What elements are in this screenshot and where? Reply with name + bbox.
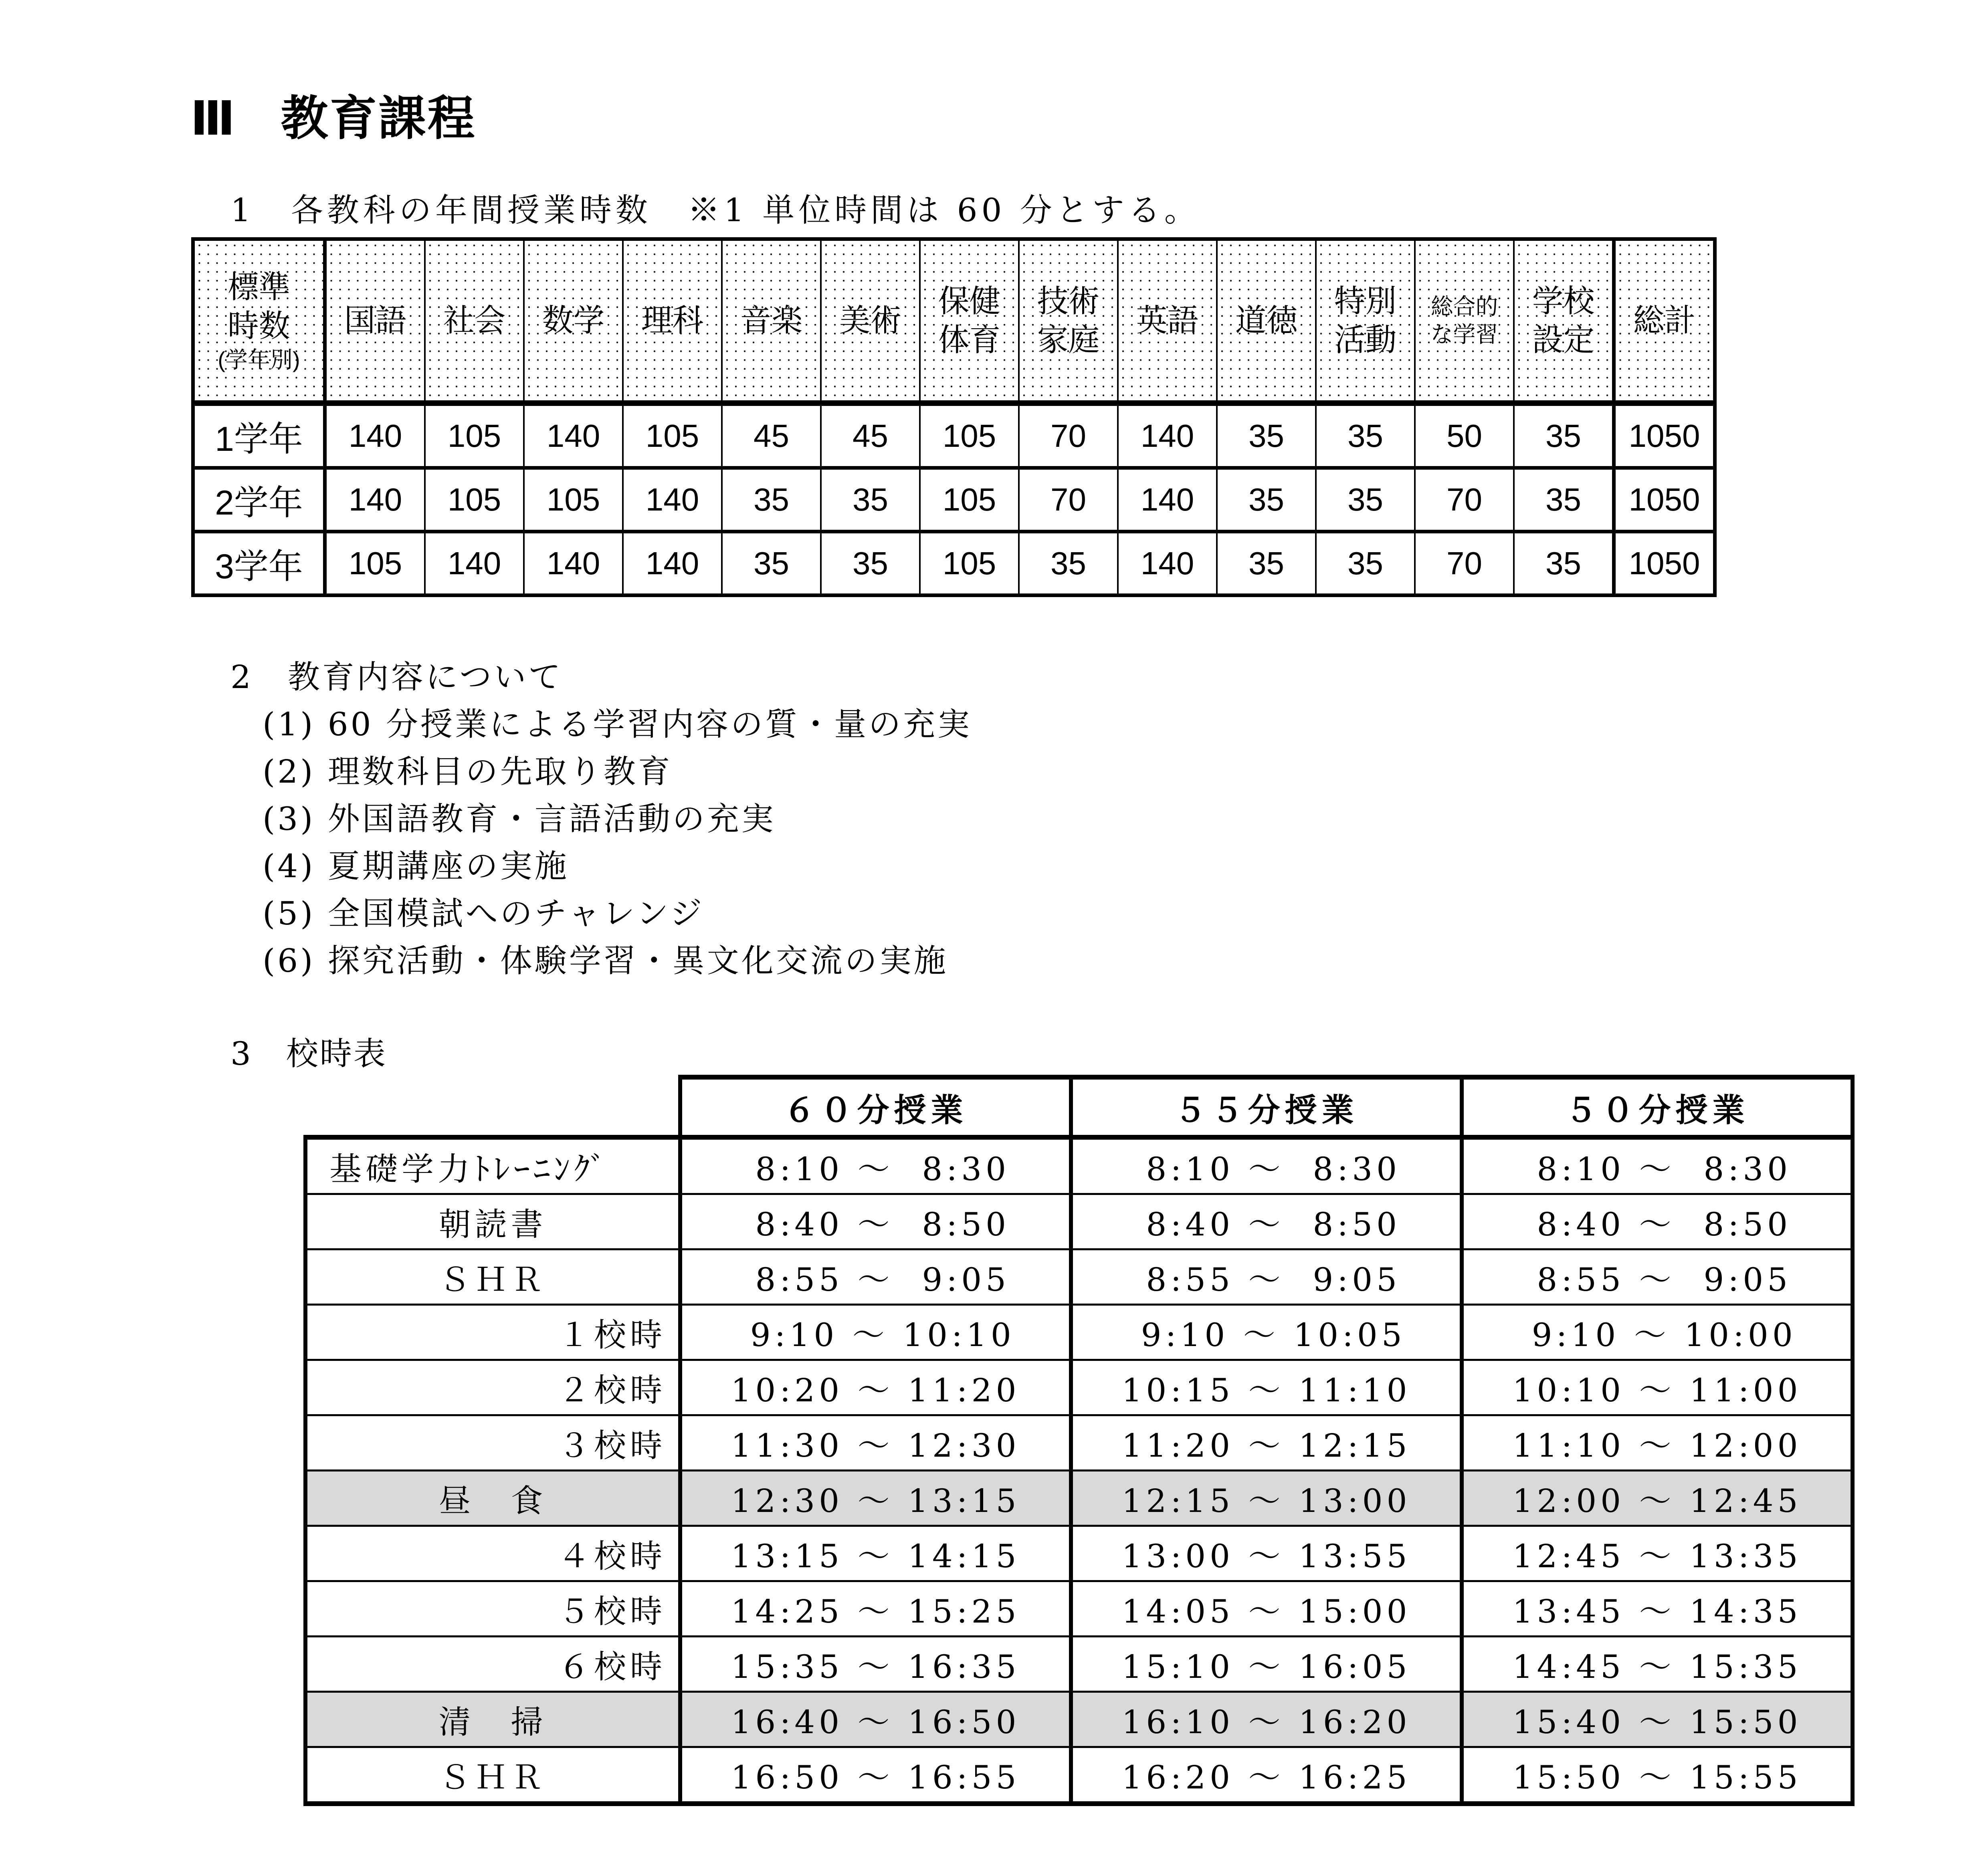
education-item: (2) 理数科目の先取り教育 xyxy=(263,753,673,790)
grade-row xyxy=(193,468,1715,532)
subject-header: 技術 家庭 xyxy=(1019,239,1118,404)
time-range: 16:50 ～ 16:55 xyxy=(680,1747,1071,1804)
time-range: 15:50 ～ 15:55 xyxy=(1462,1747,1853,1804)
time-range: 11:20 ～ 12:15 xyxy=(1071,1415,1462,1471)
time-range: 9:10 ～ 10:05 xyxy=(1071,1305,1462,1360)
hours-cell: 70 xyxy=(1415,532,1514,595)
period-label: ２校時 xyxy=(305,1360,680,1415)
section-title-text: 教育課程 xyxy=(281,91,477,146)
subject-header: 理科 xyxy=(623,239,722,404)
subject-header: 道徳 xyxy=(1217,239,1316,404)
subject-header: 保健 体育 xyxy=(920,239,1019,404)
hours-cell: 1050 xyxy=(1614,532,1715,595)
education-item: (6) 探究活動・体験学習・異文化交流の実施 xyxy=(263,942,948,979)
timetable-row xyxy=(305,1415,1853,1471)
time-range: 8:40 ～ 8:50 xyxy=(1462,1194,1853,1249)
hours-cell: 70 xyxy=(1019,403,1118,468)
hours-cell: 35 xyxy=(1316,532,1415,595)
hours-cell: 35 xyxy=(1217,468,1316,532)
time-range: 12:15 ～ 13:00 xyxy=(1071,1471,1462,1526)
timetable-row xyxy=(305,1526,1853,1581)
hours-cell: 105 xyxy=(325,532,425,595)
period-label: ４校時 xyxy=(305,1526,680,1581)
period-label: 清 掃 xyxy=(305,1692,680,1747)
time-range: 8:55 ～ 9:05 xyxy=(1462,1249,1853,1305)
timetable-corner xyxy=(305,1077,680,1137)
hours-cell: 105 xyxy=(425,468,524,532)
timetable-row xyxy=(305,1249,1853,1305)
hours-cell: 105 xyxy=(920,403,1019,468)
section-numeral: Ⅲ xyxy=(190,91,237,146)
time-range: 15:10 ～ 16:05 xyxy=(1071,1637,1462,1692)
time-range: 8:10 ～ 8:30 xyxy=(1071,1137,1462,1194)
subject-header: 特別 活動 xyxy=(1316,239,1415,404)
subject-header: 数学 xyxy=(524,239,623,404)
grade-row xyxy=(193,403,1715,468)
time-range: 8:10 ～ 8:30 xyxy=(680,1137,1071,1194)
timetable-row xyxy=(305,1692,1853,1747)
time-range: 10:15 ～ 11:10 xyxy=(1071,1360,1462,1415)
period-label: ５校時 xyxy=(305,1581,680,1637)
period-label: ＳＨＲ xyxy=(305,1249,680,1305)
hours-cell: 105 xyxy=(920,468,1019,532)
time-range: 9:10 ～ 10:10 xyxy=(680,1305,1071,1360)
period-label: 朝読書 xyxy=(305,1194,680,1249)
time-range: 12:00 ～ 12:45 xyxy=(1462,1471,1853,1526)
hours-cell: 50 xyxy=(1415,403,1514,468)
time-range: 11:10 ～ 12:00 xyxy=(1462,1415,1853,1471)
lesson-length-header: ６０分授業 xyxy=(680,1077,1071,1137)
section3-heading: 3 校時表 xyxy=(230,1035,387,1072)
time-range: 10:10 ～ 11:00 xyxy=(1462,1360,1853,1415)
hours-cell: 70 xyxy=(1019,468,1118,532)
hours-cell: 140 xyxy=(623,468,722,532)
page-title xyxy=(190,80,477,148)
grade-label: 1学年 xyxy=(193,403,325,468)
hours-cell: 140 xyxy=(325,403,425,468)
hours-cell: 140 xyxy=(1118,468,1217,532)
hours-cell: 70 xyxy=(1415,468,1514,532)
timetable-row xyxy=(305,1637,1853,1692)
subject-header: 社会 xyxy=(425,239,524,404)
time-range: 13:15 ～ 14:15 xyxy=(680,1526,1071,1581)
period-label: １校時 xyxy=(305,1305,680,1360)
subject-header: 学校 設定 xyxy=(1514,239,1614,404)
hours-cell: 35 xyxy=(1514,403,1614,468)
hours-cell: 35 xyxy=(1019,532,1118,595)
time-range: 15:40 ～ 15:50 xyxy=(1462,1692,1853,1747)
education-item: (5) 全国模試へのチャレンジ xyxy=(263,895,705,932)
hours-cell: 140 xyxy=(325,468,425,532)
hours-cell: 1050 xyxy=(1614,403,1715,468)
hours-cell: 35 xyxy=(722,532,821,595)
time-range: 13:45 ～ 14:35 xyxy=(1462,1581,1853,1637)
time-range: 12:30 ～ 13:15 xyxy=(680,1471,1071,1526)
subject-header: 音楽 xyxy=(722,239,821,404)
time-range: 16:20 ～ 16:25 xyxy=(1071,1747,1462,1804)
period-label: 基礎学力ﾄﾚｰﾆﾝｸﾞ xyxy=(305,1137,680,1194)
hours-cell: 140 xyxy=(1118,403,1217,468)
education-item: (3) 外国語教育・言語活動の充実 xyxy=(263,800,776,838)
section2-heading: 2 教育内容について xyxy=(230,658,563,696)
lesson-length-header: ５５分授業 xyxy=(1071,1077,1462,1137)
time-range: 12:45 ～ 13:35 xyxy=(1462,1526,1853,1581)
hours-cell: 105 xyxy=(524,468,623,532)
hours-cell: 35 xyxy=(821,532,920,595)
hours-cell: 45 xyxy=(722,403,821,468)
time-range: 8:40 ～ 8:50 xyxy=(680,1194,1071,1249)
hours-cell: 140 xyxy=(425,532,524,595)
timetable xyxy=(303,1075,1855,1806)
period-label: 昼 食 xyxy=(305,1471,680,1526)
education-item: (4) 夏期講座の実施 xyxy=(263,848,569,885)
timetable-row xyxy=(305,1471,1853,1526)
hours-cell: 35 xyxy=(1316,403,1415,468)
time-range: 8:55 ～ 9:05 xyxy=(680,1249,1071,1305)
time-range: 16:10 ～ 16:20 xyxy=(1071,1692,1462,1747)
timetable-row xyxy=(305,1360,1853,1415)
time-range: 8:40 ～ 8:50 xyxy=(1071,1194,1462,1249)
period-label: ＳＨＲ xyxy=(305,1747,680,1804)
time-range: 15:35 ～ 16:35 xyxy=(680,1637,1071,1692)
hours-cell: 35 xyxy=(1217,532,1316,595)
hours-cell: 35 xyxy=(1316,468,1415,532)
hours-cell: 35 xyxy=(1514,468,1614,532)
hours-cell: 140 xyxy=(524,532,623,595)
time-range: 11:30 ～ 12:30 xyxy=(680,1415,1071,1471)
hours-header-row xyxy=(193,239,1715,404)
subject-header: 総計 xyxy=(1614,239,1715,404)
timetable-row xyxy=(305,1747,1853,1804)
time-range: 14:45 ～ 15:35 xyxy=(1462,1637,1853,1692)
hours-cell: 105 xyxy=(425,403,524,468)
hours-cell: 105 xyxy=(920,532,1019,595)
corner-header: 標準 時数 (学年別) xyxy=(193,239,325,404)
timetable-header-row xyxy=(305,1077,1853,1137)
grade-label: 2学年 xyxy=(193,468,325,532)
time-range: 9:10 ～ 10:00 xyxy=(1462,1305,1853,1360)
subject-header: 美術 xyxy=(821,239,920,404)
grade-row xyxy=(193,532,1715,595)
hours-cell: 35 xyxy=(821,468,920,532)
timetable-row xyxy=(305,1305,1853,1360)
period-label: ３校時 xyxy=(305,1415,680,1471)
annual-hours-table xyxy=(191,237,1717,597)
hours-cell: 140 xyxy=(1118,532,1217,595)
time-range: 8:10 ～ 8:30 xyxy=(1462,1137,1853,1194)
education-item: (1) 60 分授業による学習内容の質・量の充実 xyxy=(263,706,972,743)
lesson-length-header: ５０分授業 xyxy=(1462,1077,1853,1137)
time-range: 14:25 ～ 15:25 xyxy=(680,1581,1071,1637)
hours-cell: 140 xyxy=(623,532,722,595)
time-range: 8:55 ～ 9:05 xyxy=(1071,1249,1462,1305)
hours-cell: 35 xyxy=(722,468,821,532)
timetable-row xyxy=(305,1194,1853,1249)
hours-cell: 105 xyxy=(623,403,722,468)
grade-label: 3学年 xyxy=(193,532,325,595)
time-range: 16:40 ～ 16:50 xyxy=(680,1692,1071,1747)
subject-header: 国語 xyxy=(325,239,425,404)
subject-header: 総合的 な学習 xyxy=(1415,239,1514,404)
section2 xyxy=(230,651,972,979)
hours-cell: 45 xyxy=(821,403,920,468)
section1-heading: 1 各教科の年間授業時数 ※1 単位時間は 60 分とする。 xyxy=(230,192,1200,229)
hours-cell: 140 xyxy=(524,403,623,468)
hours-cell: 35 xyxy=(1514,532,1614,595)
period-label: ６校時 xyxy=(305,1637,680,1692)
subject-header: 英語 xyxy=(1118,239,1217,404)
time-range: 14:05 ～ 15:00 xyxy=(1071,1581,1462,1637)
hours-cell: 1050 xyxy=(1614,468,1715,532)
time-range: 10:20 ～ 11:20 xyxy=(680,1360,1071,1415)
timetable-row xyxy=(305,1581,1853,1637)
hours-cell: 35 xyxy=(1217,403,1316,468)
timetable-row xyxy=(305,1137,1853,1194)
time-range: 13:00 ～ 13:55 xyxy=(1071,1526,1462,1581)
